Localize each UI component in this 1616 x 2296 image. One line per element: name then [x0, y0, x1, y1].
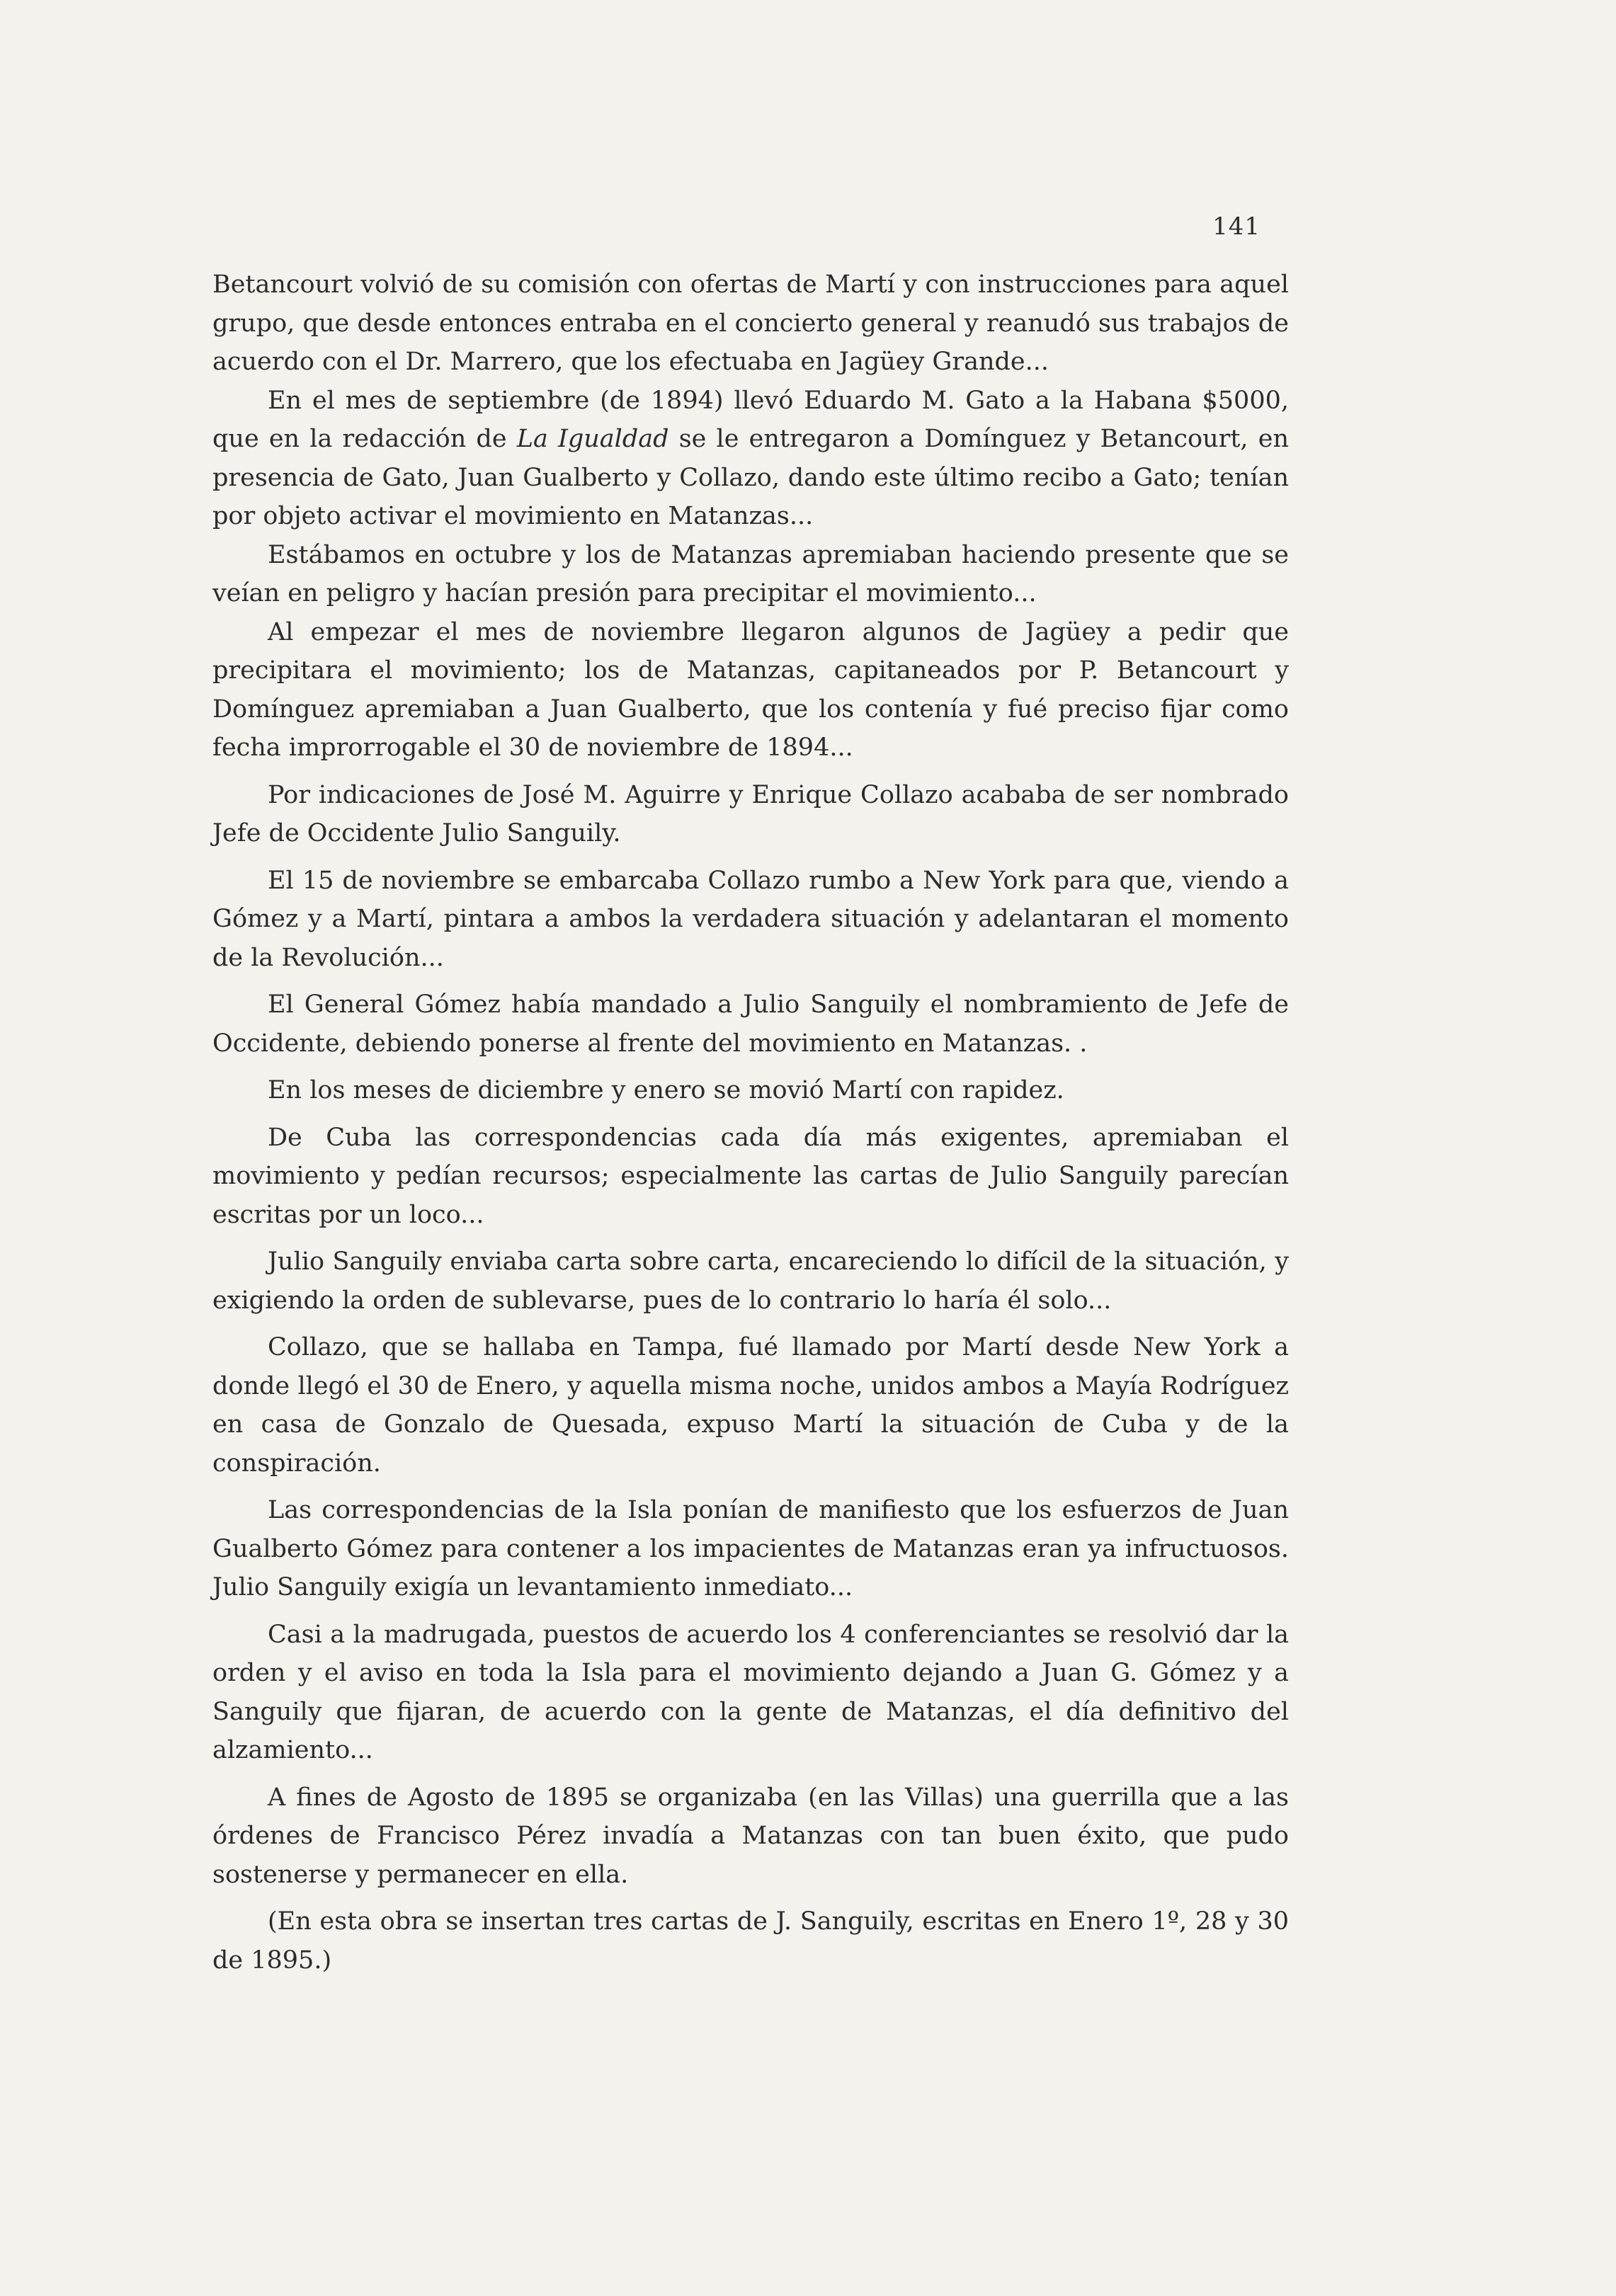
paragraph-10: [212, 1243, 1289, 1320]
paragraph-15: [212, 1902, 1289, 1980]
paragraph-text: (En esta obra se insertan tres cartas de J. Sanguily, escritas en Enero 1º, 28 y 30 de 1895.): [212, 1907, 1289, 1975]
paragraph-text: Betancourt volvió de su comisión con ofertas de Martí y con instrucciones para aquel grupo, que desde entonces entraba en el concierto general y reanudó sus trabajos de acuerdo con el Dr. Marrero, que los efectuaba en Jagüey Grande...: [212, 270, 1289, 376]
page-number: 141: [1212, 212, 1261, 241]
paragraph-8: [212, 1071, 1289, 1110]
paragraph-text: En el mes de septiembre (de 1894) llevó Eduardo M. Gato a la Habana $5000, que en la redacción de: [212, 386, 1289, 453]
paragraph-text: Al empezar el mes de noviembre llegaron algunos de Jagüey a pedir que precipitara el movimiento; los de Matanzas, capitaneados por P. Betancourt y Domínguez apremiaban a Juan Gualberto, que los contenía y fué preciso fijar como fecha improrrogable el 30 de noviembre de 1894...: [212, 617, 1289, 762]
paragraph-text: El 15 de noviembre se embarcaba Collazo rumbo a New York para que, viendo a Gómez y a Martí, pintara a ambos la verdadera situación y adelantaran el momento de la Revolución...: [212, 866, 1289, 972]
paragraph-text: Por indicaciones de José M. Aguirre y Enrique Collazo acababa de ser nombrado Jefe de Occidente Julio Sanguily.: [212, 780, 1289, 847]
paragraph-1: [212, 265, 1289, 382]
paragraph-11: [212, 1328, 1289, 1483]
paragraph-text: Collazo, que se hallaba en Tampa, fué llamado por Martí desde New York a donde llegó el 30 de Enero, y aquella misma noche, unidos ambos a Mayía Rodríguez en casa de Gonzalo de Quesada, expuso Martí la situación de Cuba y de la conspiración.: [212, 1333, 1289, 1478]
paragraph-5: [212, 776, 1289, 853]
paragraph-text: Casi a la madrugada, puestos de acuerdo los 4 conferenciantes se resolvió dar la orden y el aviso en toda la Isla para el movimiento dejando a Juan G. Gómez y a Sanguily que fijaran, de acuerdo con la gente de Matanzas, el día definitivo del alzamiento...: [212, 1620, 1289, 1764]
paragraph-12: [212, 1491, 1289, 1607]
paragraph-text: En los meses de diciembre y enero se movió Martí con rapidez.: [268, 1076, 1064, 1104]
paragraph-text: se le entregaron a Domínguez y Betancourt, en presencia de Gato, Juan Gualberto y Collazo, dando este último recibo a Gato; tenían por objeto activar el movimiento en Matanzas...: [212, 425, 1289, 530]
paragraph-4: [212, 613, 1289, 767]
paragraph-text: Las correspondencias de la Isla ponían de manifiesto que los esfuerzos de Juan Gualberto Gómez para contener a los impacientes de Matanzas eran ya infructuosos. Julio Sanguily exigía un levantamiento inmediato...: [212, 1496, 1289, 1601]
paragraph-3: [212, 536, 1289, 613]
paragraph-text: Estábamos en octubre y los de Matanzas apremiaban haciendo presente que se veían en peligro y hacían presión para precipitar el movimiento...: [212, 540, 1289, 607]
paragraph-6: [212, 862, 1289, 978]
paragraph-text: A fines de Agosto de 1895 se organizaba (en las Villas) una guerrilla que a las órdenes de Francisco Pérez invadía a Matanzas con tan buen éxito, que pudo sostenerse y permanecer en ella.: [212, 1783, 1289, 1889]
paragraph-2: [212, 382, 1289, 536]
newspaper-title: La Igualdad: [516, 425, 669, 453]
paragraph-7: [212, 986, 1289, 1063]
paragraph-text: De Cuba las correspondencias cada día más exigentes, apremiaban el movimiento y pedían recursos; especialmente las cartas de Julio Sanguily parecían escritas por un loco...: [212, 1123, 1289, 1229]
paragraph-14: [212, 1778, 1289, 1895]
body-text: [212, 265, 1289, 1980]
paragraph-9: [212, 1119, 1289, 1235]
paragraph-text: Julio Sanguily enviaba carta sobre carta, encareciendo lo difícil de la situación, y exigiendo la orden de sublevarse, pues de lo contrario lo haría él solo...: [212, 1247, 1289, 1315]
paragraph-text: El General Gómez había mandado a Julio Sanguily el nombramiento de Jefe de Occidente, debiendo ponerse al frente del movimiento en Matanzas. .: [212, 990, 1289, 1058]
paragraph-13: [212, 1616, 1289, 1770]
